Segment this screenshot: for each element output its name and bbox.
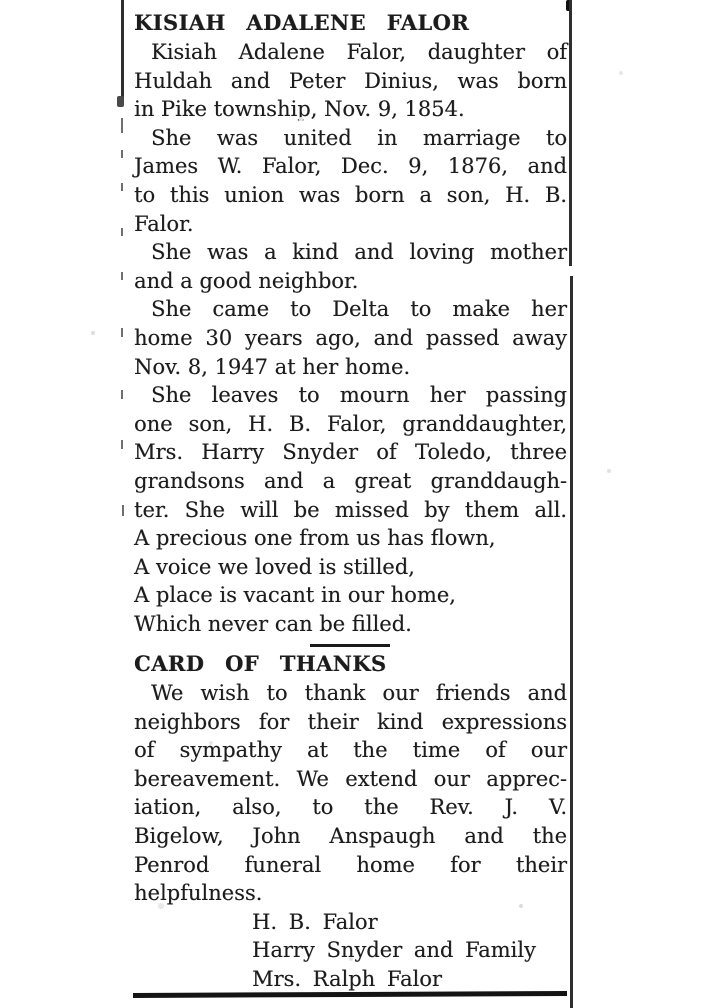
- thanks-line: bereavement. We extend our apprec-: [134, 766, 567, 791]
- left-column-rule-dash: [121, 150, 123, 158]
- obit-line: Huldah and Peter Dinius, was born: [134, 68, 567, 93]
- obit-line: Falor.: [134, 211, 194, 236]
- obit-line: grandsons and a great granddaugh-: [134, 468, 567, 493]
- right-column-rule: [570, 276, 573, 1008]
- obit-line: Nov. 8, 1947 at her home.: [134, 354, 411, 379]
- obit-line: to this union was born a son, H. B.: [134, 182, 567, 207]
- obit-line: one son, H. B. Falor, granddaughter,: [134, 411, 567, 436]
- signature-line: H. B. Falor: [252, 909, 378, 934]
- left-column-rule-mark: [117, 96, 124, 107]
- left-column-rule-dash: [122, 505, 124, 516]
- article-column: [134, 8, 567, 994]
- thanks-line: helpfulness.: [134, 881, 263, 906]
- poem-line: A place is vacant in our home,: [134, 583, 456, 608]
- poem-line: A precious one from us has flown,: [134, 526, 496, 551]
- obit-line: She leaves to mourn her passing: [151, 383, 567, 408]
- obituary-title: KISIAH ADALENE FALOR: [134, 10, 470, 35]
- thanks-line: Penrod funeral home for their: [134, 852, 567, 877]
- thanks-line: of sympathy at the time of our: [134, 738, 567, 763]
- obit-line: and a good neighbor.: [134, 268, 359, 293]
- obit-line: James W. Falor, Dec. 9, 1876, and: [134, 154, 567, 179]
- scan-noise: [0, 0, 2, 2]
- left-column-rule-dash: [121, 272, 123, 280]
- obit-line: She was a kind and loving mother: [151, 240, 567, 265]
- obit-line: She was united in marriage to: [151, 125, 567, 150]
- thanks-line: Bigelow, John Anspaugh and the: [134, 824, 567, 849]
- signature-line: Harry Snyder and Family: [252, 938, 536, 963]
- obit-line: in Pike township, Nov. 9, 1854.: [134, 97, 465, 122]
- signature-line: Mrs. Ralph Falor: [252, 967, 442, 991]
- thanks-line: neighbors for their kind expressions: [134, 709, 567, 734]
- obit-line: ter. She will be missed by them all.: [134, 497, 567, 522]
- card-of-thanks-title: CARD OF THANKS: [134, 651, 387, 677]
- poem-line: Which never can be filled.: [134, 611, 412, 636]
- section-divider: [310, 644, 390, 647]
- left-column-rule-dash: [121, 390, 123, 399]
- left-column-rule-dash: [121, 328, 123, 337]
- thanks-line: We wish to thank our friends and: [151, 681, 567, 706]
- left-column-rule-dash: [121, 228, 123, 236]
- left-column-rule-dash: [121, 118, 123, 133]
- thanks-line: iation, also, to the Rev. J. V.: [134, 795, 567, 820]
- left-column-rule-dash: [121, 183, 123, 191]
- left-column-rule-dash: [121, 440, 123, 449]
- obit-line: She came to Delta to make her: [151, 297, 567, 322]
- left-column-rule: [121, 0, 124, 100]
- obit-line: Mrs. Harry Snyder of Toledo, three: [134, 440, 567, 465]
- poem-line: A voice we loved is stilled,: [134, 554, 415, 579]
- bottom-rule: [133, 991, 567, 997]
- obit-line: Kisiah Adalene Falor, daughter of: [151, 40, 567, 64]
- obit-line: home 30 years ago, and passed away: [134, 325, 567, 350]
- right-column-rule: [569, 0, 572, 266]
